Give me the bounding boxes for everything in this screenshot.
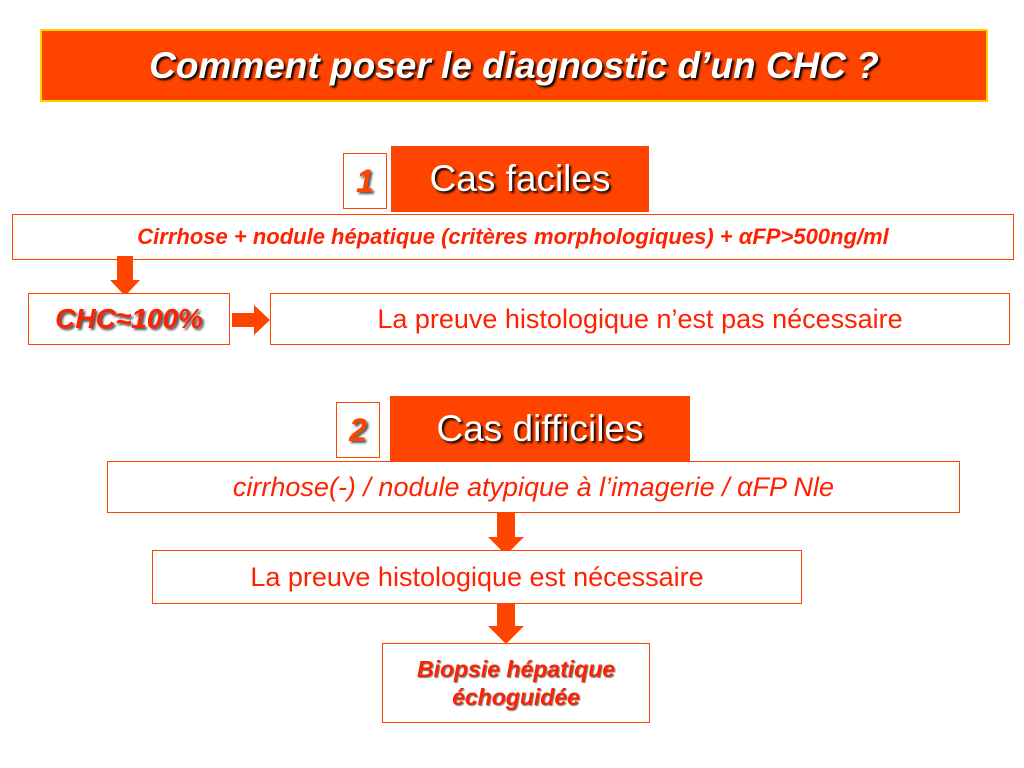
case2-number-box — [336, 402, 380, 458]
case1-conclusion-box — [270, 293, 1010, 345]
right-arrow-icon — [232, 305, 270, 335]
down-arrow-icon — [488, 513, 524, 555]
case1-number-box — [343, 153, 387, 209]
case1-heading-box — [391, 146, 649, 212]
case2-conclusion-box — [152, 550, 802, 604]
case1-criteria: Cirrhose + nodule hépatique (critères morphologiques) + αFP>500ng/ml — [137, 224, 889, 249]
case1-result-box — [28, 293, 230, 345]
case1-result: CHC≈100% — [55, 303, 203, 334]
case1-conclusion: La preuve histologique n’est pas nécessaire — [377, 303, 903, 334]
case2-heading-box — [390, 396, 690, 462]
case2-criteria: cirrhose(-) / nodule atypique à l’imagerie / αFP Nle — [232, 471, 835, 502]
case2-action-line1: Biopsie hépatique — [416, 656, 616, 682]
slide-title: Comment poser le diagnostic d’un CHC ? — [149, 44, 879, 86]
down-arrow-icon — [110, 256, 140, 296]
case2-action-line2: échoguidée — [452, 684, 580, 710]
case2-number: 2 — [349, 411, 367, 448]
case1-criteria-box — [12, 214, 1014, 260]
case2-conclusion: La preuve histologique est nécessaire — [250, 561, 704, 592]
case2-heading: Cas difficiles — [436, 408, 644, 449]
down-arrow-icon — [488, 604, 524, 644]
case1-heading: Cas faciles — [429, 158, 611, 199]
title-banner — [40, 29, 988, 102]
case2-action-box — [382, 643, 650, 723]
case1-number: 1 — [356, 162, 374, 199]
case2-criteria-box — [107, 461, 960, 513]
